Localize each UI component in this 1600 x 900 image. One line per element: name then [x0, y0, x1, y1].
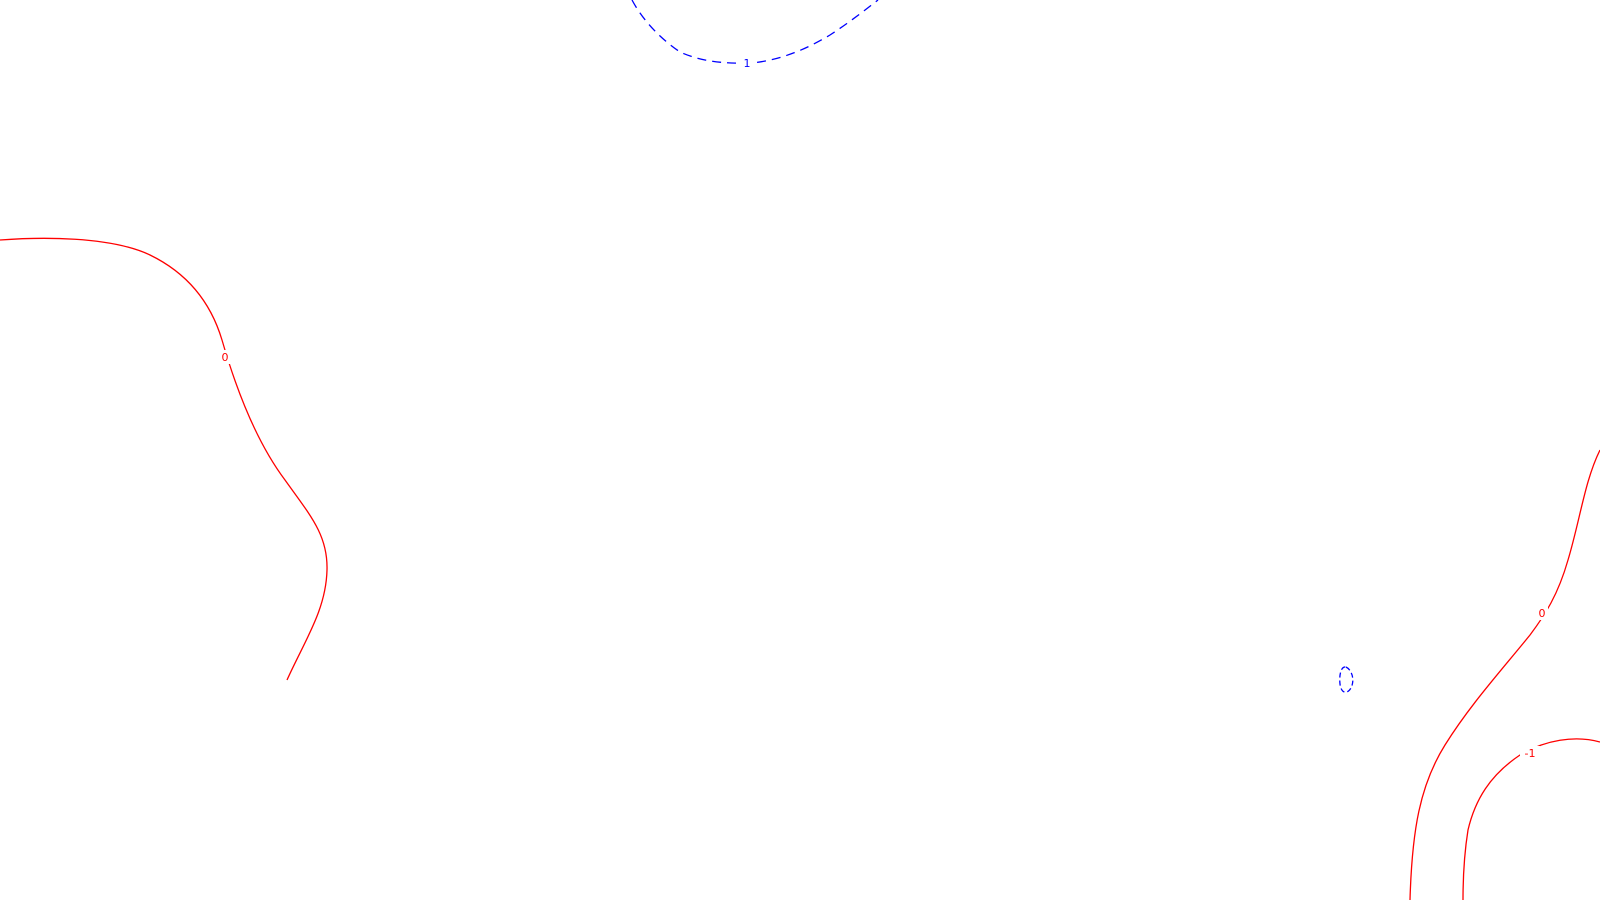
contour-line-level-0-left: [0, 238, 327, 680]
contour-line-level-0-right: [1410, 450, 1600, 900]
contour-label-level-1-top: 1: [743, 57, 751, 70]
contour-label-level-neg1: -1: [1524, 747, 1536, 760]
contour-label-level-0-right: 0: [1538, 607, 1546, 620]
contour-line-level-1-top: [632, 0, 878, 63]
contour-loop-small: [1340, 667, 1353, 692]
contour-line-level-neg1: [1463, 739, 1600, 900]
contour-label-level-0-left: 0: [221, 351, 229, 364]
